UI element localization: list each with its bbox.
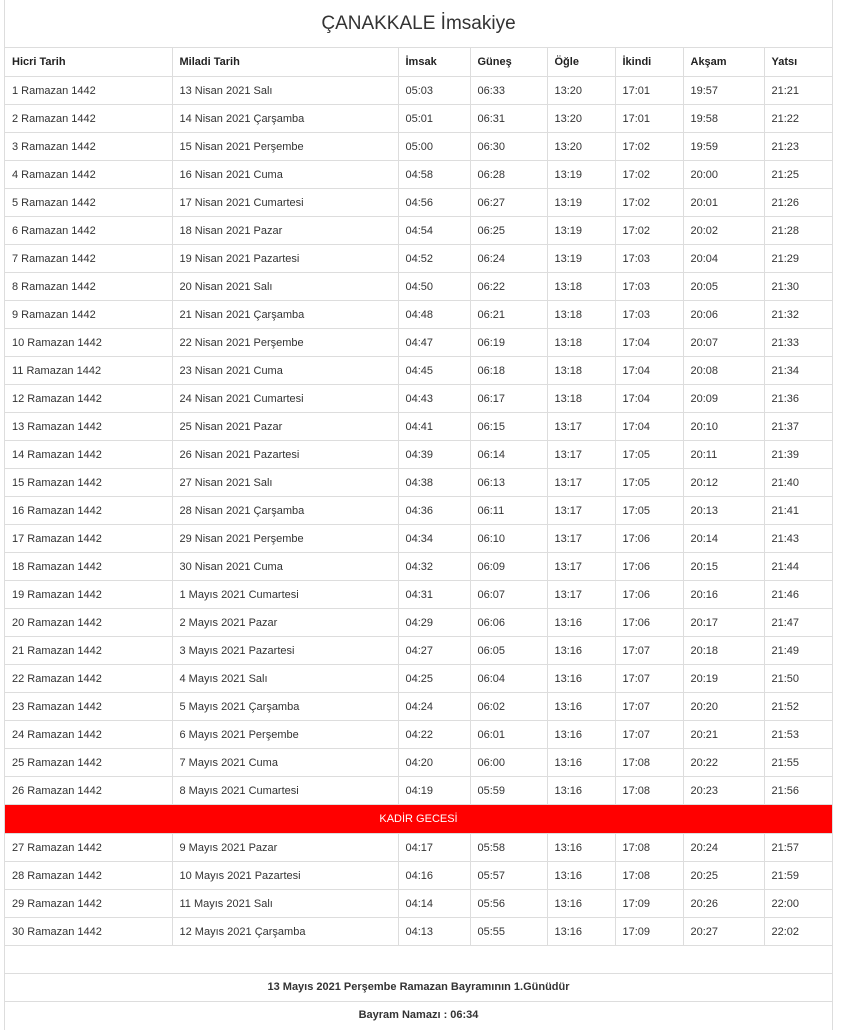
- table-cell: 06:25: [470, 217, 547, 245]
- table-row: [5, 357, 832, 385]
- table-cell: 13:18: [547, 273, 615, 301]
- table-cell: 13:17: [547, 497, 615, 525]
- table-cell: 06:17: [470, 385, 547, 413]
- table-cell: 06:31: [470, 105, 547, 133]
- table-cell: 20:24: [683, 834, 764, 862]
- table-cell: 1 Ramazan 1442: [5, 77, 172, 105]
- column-header: İmsak: [398, 48, 470, 77]
- table-cell: 3 Ramazan 1442: [5, 133, 172, 161]
- table-cell: 20:01: [683, 189, 764, 217]
- table-cell: 04:24: [398, 693, 470, 721]
- table-cell: 17:07: [615, 693, 683, 721]
- table-cell: 20:16: [683, 581, 764, 609]
- table-cell: 30 Ramazan 1442: [5, 918, 172, 946]
- table-cell: 22:00: [764, 890, 832, 918]
- table-cell: 21:49: [764, 637, 832, 665]
- table-cell: 04:20: [398, 749, 470, 777]
- table-cell: 20:07: [683, 329, 764, 357]
- table-cell: 04:52: [398, 245, 470, 273]
- table-cell: 21:37: [764, 413, 832, 441]
- table-cell: 17:06: [615, 609, 683, 637]
- table-cell: 20:13: [683, 497, 764, 525]
- table-cell: 19 Nisan 2021 Pazartesi: [172, 245, 398, 273]
- table-cell: 06:19: [470, 329, 547, 357]
- table-cell: 13:17: [547, 441, 615, 469]
- table-cell: 17 Ramazan 1442: [5, 525, 172, 553]
- table-cell: 21:33: [764, 329, 832, 357]
- table-row: [5, 497, 832, 525]
- table-cell: 05:58: [470, 834, 547, 862]
- table-cell: 11 Mayıs 2021 Salı: [172, 890, 398, 918]
- table-cell: 13:17: [547, 413, 615, 441]
- table-cell: 17:06: [615, 525, 683, 553]
- table-cell: 30 Nisan 2021 Cuma: [172, 553, 398, 581]
- table-cell: 21:55: [764, 749, 832, 777]
- table-cell: 21:47: [764, 609, 832, 637]
- table-cell: 17:09: [615, 890, 683, 918]
- kadir-gecesi-label: KADİR GECESİ: [5, 805, 832, 834]
- column-header: Yatsı: [764, 48, 832, 77]
- table-cell: 20:10: [683, 413, 764, 441]
- table-cell: 17:04: [615, 385, 683, 413]
- table-row: [5, 77, 832, 105]
- footer-spacer: [5, 946, 832, 974]
- table-row: [5, 441, 832, 469]
- table-cell: 21 Ramazan 1442: [5, 637, 172, 665]
- table-cell: 06:30: [470, 133, 547, 161]
- table-cell: 21:29: [764, 245, 832, 273]
- table-cell: 17:04: [615, 413, 683, 441]
- table-cell: 21:34: [764, 357, 832, 385]
- table-row: [5, 469, 832, 497]
- table-cell: 21:26: [764, 189, 832, 217]
- table-cell: 29 Nisan 2021 Perşembe: [172, 525, 398, 553]
- table-cell: 19 Ramazan 1442: [5, 581, 172, 609]
- table-cell: 13:18: [547, 329, 615, 357]
- table-cell: 06:05: [470, 637, 547, 665]
- table-cell: 20:25: [683, 862, 764, 890]
- table-cell: 25 Ramazan 1442: [5, 749, 172, 777]
- table-cell: 20 Nisan 2021 Salı: [172, 273, 398, 301]
- page-title: ÇANAKKALE İmsakiye: [5, 0, 832, 48]
- table-cell: 04:29: [398, 609, 470, 637]
- table-cell: 13:18: [547, 385, 615, 413]
- table-row: [5, 862, 832, 890]
- table-row: [5, 918, 832, 946]
- table-cell: 04:39: [398, 441, 470, 469]
- table-cell: 17:04: [615, 329, 683, 357]
- table-cell: 1 Mayıs 2021 Cumartesi: [172, 581, 398, 609]
- table-cell: 21:39: [764, 441, 832, 469]
- table-cell: 19:57: [683, 77, 764, 105]
- table-cell: 17:07: [615, 721, 683, 749]
- table-cell: 20:12: [683, 469, 764, 497]
- table-cell: 16 Nisan 2021 Cuma: [172, 161, 398, 189]
- table-row: [5, 749, 832, 777]
- table-cell: 04:14: [398, 890, 470, 918]
- table-cell: 17:06: [615, 553, 683, 581]
- table-cell: 13:19: [547, 245, 615, 273]
- table-cell: 04:17: [398, 834, 470, 862]
- table-cell: 06:33: [470, 77, 547, 105]
- table-cell: 20:17: [683, 609, 764, 637]
- imsakiye-table: [5, 48, 832, 946]
- table-cell: 3 Mayıs 2021 Pazartesi: [172, 637, 398, 665]
- table-cell: 06:09: [470, 553, 547, 581]
- table-cell: 20:05: [683, 273, 764, 301]
- table-cell: 18 Ramazan 1442: [5, 553, 172, 581]
- table-cell: 17:07: [615, 665, 683, 693]
- table-cell: 17:02: [615, 189, 683, 217]
- table-cell: 17:08: [615, 834, 683, 862]
- table-cell: 12 Mayıs 2021 Çarşamba: [172, 918, 398, 946]
- table-cell: 20:19: [683, 665, 764, 693]
- table-cell: 04:41: [398, 413, 470, 441]
- table-cell: 13 Nisan 2021 Salı: [172, 77, 398, 105]
- table-cell: 9 Mayıs 2021 Pazar: [172, 834, 398, 862]
- table-cell: 21 Nisan 2021 Çarşamba: [172, 301, 398, 329]
- table-cell: 04:50: [398, 273, 470, 301]
- table-cell: 20:26: [683, 890, 764, 918]
- table-cell: 19:58: [683, 105, 764, 133]
- table-cell: 04:13: [398, 918, 470, 946]
- table-row: [5, 385, 832, 413]
- table-cell: 13:16: [547, 637, 615, 665]
- table-cell: 05:01: [398, 105, 470, 133]
- table-cell: 21:52: [764, 693, 832, 721]
- table-cell: 04:25: [398, 665, 470, 693]
- table-row: [5, 834, 832, 862]
- table-cell: 05:03: [398, 77, 470, 105]
- table-cell: 20:23: [683, 777, 764, 805]
- table-cell: 13:16: [547, 918, 615, 946]
- table-cell: 06:10: [470, 525, 547, 553]
- table-row: [5, 413, 832, 441]
- column-header: Akşam: [683, 48, 764, 77]
- table-cell: 21:59: [764, 862, 832, 890]
- table-cell: 10 Mayıs 2021 Pazartesi: [172, 862, 398, 890]
- table-cell: 20:08: [683, 357, 764, 385]
- table-cell: 25 Nisan 2021 Pazar: [172, 413, 398, 441]
- table-cell: 20:27: [683, 918, 764, 946]
- table-cell: 06:27: [470, 189, 547, 217]
- table-cell: 06:00: [470, 749, 547, 777]
- table-cell: 13:18: [547, 357, 615, 385]
- table-cell: 20:22: [683, 749, 764, 777]
- table-row: [5, 890, 832, 918]
- table-cell: 13:19: [547, 217, 615, 245]
- table-cell: 04:43: [398, 385, 470, 413]
- table-cell: 16 Ramazan 1442: [5, 497, 172, 525]
- imsakiye-panel: [4, 0, 833, 1030]
- table-cell: 17:02: [615, 133, 683, 161]
- table-cell: 13:16: [547, 749, 615, 777]
- table-row: [5, 245, 832, 273]
- table-cell: 06:01: [470, 721, 547, 749]
- table-cell: 14 Ramazan 1442: [5, 441, 172, 469]
- table-cell: 13:16: [547, 890, 615, 918]
- table-row: [5, 301, 832, 329]
- table-row: [5, 273, 832, 301]
- table-cell: 8 Mayıs 2021 Cumartesi: [172, 777, 398, 805]
- table-cell: 06:18: [470, 357, 547, 385]
- table-cell: 04:47: [398, 329, 470, 357]
- table-cell: 20:02: [683, 217, 764, 245]
- table-cell: 13:16: [547, 693, 615, 721]
- table-cell: 05:57: [470, 862, 547, 890]
- bayram-namazi: Bayram Namazı : 06:34: [358, 1009, 479, 1021]
- table-cell: 21:30: [764, 273, 832, 301]
- table-cell: 21:36: [764, 385, 832, 413]
- table-cell: 06:22: [470, 273, 547, 301]
- table-cell: 17:02: [615, 161, 683, 189]
- table-cell: 04:38: [398, 469, 470, 497]
- table-cell: 13:19: [547, 189, 615, 217]
- kadir-gecesi-row: [5, 805, 832, 834]
- table-cell: 13:17: [547, 553, 615, 581]
- table-cell: 20:18: [683, 637, 764, 665]
- table-row: [5, 721, 832, 749]
- table-cell: 20:21: [683, 721, 764, 749]
- column-header: Öğle: [547, 48, 615, 77]
- table-cell: 04:34: [398, 525, 470, 553]
- table-cell: 13:16: [547, 862, 615, 890]
- table-cell: 22:02: [764, 918, 832, 946]
- table-cell: 19:59: [683, 133, 764, 161]
- table-row: [5, 161, 832, 189]
- table-cell: 06:02: [470, 693, 547, 721]
- table-cell: 26 Ramazan 1442: [5, 777, 172, 805]
- table-cell: 13:20: [547, 133, 615, 161]
- table-cell: 22 Ramazan 1442: [5, 665, 172, 693]
- table-cell: 13:16: [547, 777, 615, 805]
- table-cell: 11 Ramazan 1442: [5, 357, 172, 385]
- table-cell: 04:58: [398, 161, 470, 189]
- table-row: [5, 329, 832, 357]
- table-cell: 6 Mayıs 2021 Perşembe: [172, 721, 398, 749]
- table-cell: 04:22: [398, 721, 470, 749]
- table-row: [5, 777, 832, 805]
- table-cell: 13:18: [547, 301, 615, 329]
- table-cell: 5 Ramazan 1442: [5, 189, 172, 217]
- table-cell: 17:03: [615, 301, 683, 329]
- bayram-note: 13 Mayıs 2021 Perşembe Ramazan Bayramının 1.Günüdür: [5, 974, 832, 1002]
- table-cell: 27 Ramazan 1442: [5, 834, 172, 862]
- table-cell: 22 Nisan 2021 Perşembe: [172, 329, 398, 357]
- table-cell: 20:09: [683, 385, 764, 413]
- table-cell: 12 Ramazan 1442: [5, 385, 172, 413]
- table-body: [5, 77, 832, 946]
- table-row: [5, 581, 832, 609]
- table-cell: 06:06: [470, 609, 547, 637]
- table-cell: 21:41: [764, 497, 832, 525]
- table-cell: 9 Ramazan 1442: [5, 301, 172, 329]
- column-header: Hicri Tarih: [5, 48, 172, 77]
- table-cell: 06:21: [470, 301, 547, 329]
- table-cell: 13:16: [547, 721, 615, 749]
- table-cell: 14 Nisan 2021 Çarşamba: [172, 105, 398, 133]
- table-cell: 21:32: [764, 301, 832, 329]
- table-cell: 04:45: [398, 357, 470, 385]
- table-cell: 17:02: [615, 217, 683, 245]
- table-cell: 06:11: [470, 497, 547, 525]
- table-row: [5, 553, 832, 581]
- table-cell: 29 Ramazan 1442: [5, 890, 172, 918]
- table-cell: 13:17: [547, 581, 615, 609]
- table-cell: 7 Ramazan 1442: [5, 245, 172, 273]
- table-cell: 06:28: [470, 161, 547, 189]
- table-cell: 13:17: [547, 469, 615, 497]
- table-cell: 26 Nisan 2021 Pazartesi: [172, 441, 398, 469]
- table-cell: 17:03: [615, 245, 683, 273]
- table-cell: 13:17: [547, 525, 615, 553]
- table-row: [5, 105, 832, 133]
- column-header: İkindi: [615, 48, 683, 77]
- table-cell: 04:32: [398, 553, 470, 581]
- table-header-row: [5, 48, 832, 77]
- table-cell: 13:19: [547, 161, 615, 189]
- table-cell: 17:05: [615, 497, 683, 525]
- column-header: Miladi Tarih: [172, 48, 398, 77]
- table-cell: 7 Mayıs 2021 Cuma: [172, 749, 398, 777]
- table-cell: 21:23: [764, 133, 832, 161]
- table-cell: 20:11: [683, 441, 764, 469]
- table-cell: 04:48: [398, 301, 470, 329]
- table-cell: 13:16: [547, 665, 615, 693]
- table-cell: 28 Nisan 2021 Çarşamba: [172, 497, 398, 525]
- table-row: [5, 693, 832, 721]
- table-cell: 2 Mayıs 2021 Pazar: [172, 609, 398, 637]
- table-cell: 10 Ramazan 1442: [5, 329, 172, 357]
- table-cell: 27 Nisan 2021 Salı: [172, 469, 398, 497]
- table-cell: 20:14: [683, 525, 764, 553]
- table-cell: 21:56: [764, 777, 832, 805]
- table-cell: 13:20: [547, 105, 615, 133]
- table-cell: 17:03: [615, 273, 683, 301]
- table-cell: 17:06: [615, 581, 683, 609]
- table-cell: 21:21: [764, 77, 832, 105]
- table-cell: 06:24: [470, 245, 547, 273]
- table-cell: 05:00: [398, 133, 470, 161]
- table-cell: 20:20: [683, 693, 764, 721]
- table-cell: 04:16: [398, 862, 470, 890]
- table-cell: 04:56: [398, 189, 470, 217]
- table-cell: 21:44: [764, 553, 832, 581]
- table-cell: 17:08: [615, 862, 683, 890]
- table-cell: 04:54: [398, 217, 470, 245]
- table-cell: 06:15: [470, 413, 547, 441]
- table-cell: 5 Mayıs 2021 Çarşamba: [172, 693, 398, 721]
- table-cell: 24 Ramazan 1442: [5, 721, 172, 749]
- table-cell: 17:05: [615, 469, 683, 497]
- table-cell: 2 Ramazan 1442: [5, 105, 172, 133]
- table-cell: 4 Mayıs 2021 Salı: [172, 665, 398, 693]
- table-cell: 17 Nisan 2021 Cumartesi: [172, 189, 398, 217]
- table-cell: 17:04: [615, 357, 683, 385]
- table-row: [5, 637, 832, 665]
- table-cell: 23 Nisan 2021 Cuma: [172, 357, 398, 385]
- table-cell: 20:04: [683, 245, 764, 273]
- table-row: [5, 133, 832, 161]
- table-cell: 20:15: [683, 553, 764, 581]
- table-row: [5, 665, 832, 693]
- table-cell: 04:31: [398, 581, 470, 609]
- table-cell: 06:14: [470, 441, 547, 469]
- table-cell: 20:06: [683, 301, 764, 329]
- table-cell: 13:16: [547, 834, 615, 862]
- table-cell: 24 Nisan 2021 Cumartesi: [172, 385, 398, 413]
- table-cell: 13:16: [547, 609, 615, 637]
- table-cell: 21:53: [764, 721, 832, 749]
- table-cell: 05:56: [470, 890, 547, 918]
- table-cell: 04:36: [398, 497, 470, 525]
- table-cell: 21:40: [764, 469, 832, 497]
- table-cell: 20:00: [683, 161, 764, 189]
- table-cell: 4 Ramazan 1442: [5, 161, 172, 189]
- table-cell: 06:04: [470, 665, 547, 693]
- table-cell: 13 Ramazan 1442: [5, 413, 172, 441]
- column-header: Güneş: [470, 48, 547, 77]
- table-row: [5, 525, 832, 553]
- table-cell: 17:01: [615, 77, 683, 105]
- table-row: [5, 217, 832, 245]
- table-cell: 17:08: [615, 749, 683, 777]
- table-cell: 13:20: [547, 77, 615, 105]
- table-cell: 17:07: [615, 637, 683, 665]
- table-cell: 17:08: [615, 777, 683, 805]
- table-cell: 06:07: [470, 581, 547, 609]
- table-cell: 04:27: [398, 637, 470, 665]
- table-cell: 05:55: [470, 918, 547, 946]
- table-cell: 18 Nisan 2021 Pazar: [172, 217, 398, 245]
- table-cell: 21:28: [764, 217, 832, 245]
- table-row: [5, 609, 832, 637]
- table-cell: 20 Ramazan 1442: [5, 609, 172, 637]
- table-cell: 28 Ramazan 1442: [5, 862, 172, 890]
- table-cell: 06:13: [470, 469, 547, 497]
- table-cell: 15 Ramazan 1442: [5, 469, 172, 497]
- table-cell: 21:43: [764, 525, 832, 553]
- table-cell: 21:50: [764, 665, 832, 693]
- table-cell: 05:59: [470, 777, 547, 805]
- table-cell: 21:46: [764, 581, 832, 609]
- table-cell: 8 Ramazan 1442: [5, 273, 172, 301]
- table-cell: 17:09: [615, 918, 683, 946]
- table-cell: 15 Nisan 2021 Perşembe: [172, 133, 398, 161]
- table-cell: 17:01: [615, 105, 683, 133]
- table-cell: 17:05: [615, 441, 683, 469]
- table-cell: 21:22: [764, 105, 832, 133]
- table-cell: 21:57: [764, 834, 832, 862]
- table-cell: 04:19: [398, 777, 470, 805]
- table-row: [5, 189, 832, 217]
- table-cell: 23 Ramazan 1442: [5, 693, 172, 721]
- table-cell: 21:25: [764, 161, 832, 189]
- table-cell: 6 Ramazan 1442: [5, 217, 172, 245]
